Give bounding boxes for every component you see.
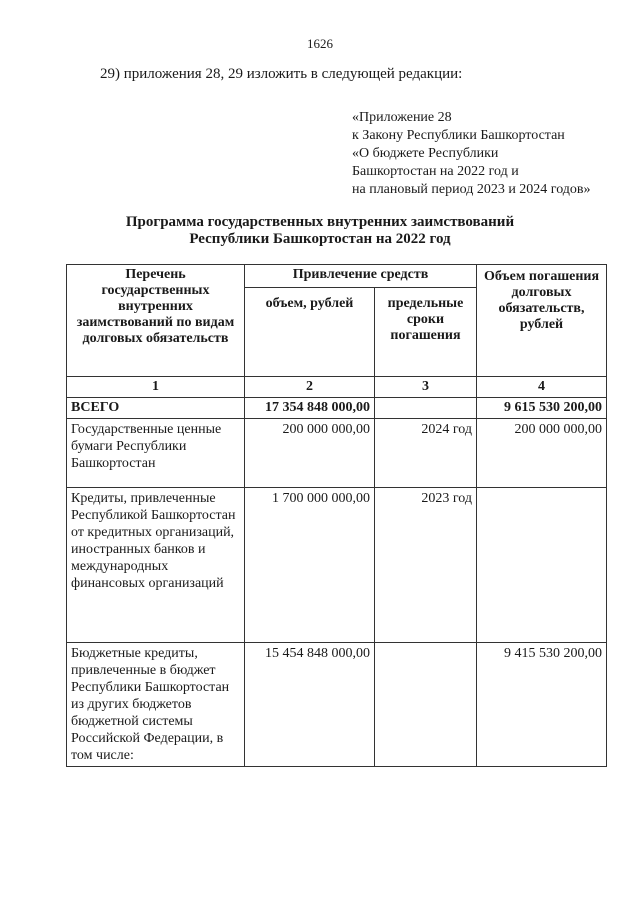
appendix-reference (352, 109, 591, 199)
header-volume: объем, рублей (245, 288, 375, 377)
total-volume: 17 354 848 000,00 (245, 398, 375, 419)
row-repayment: 200 000 000,00 (477, 419, 607, 488)
table-row (67, 419, 607, 488)
page-number: 1626 (307, 36, 333, 51)
title-line: Республики Башкортостан на 2022 год (189, 231, 451, 247)
header-obligation-types: Перечень государственных внутренних заимствований по видам долговых обязательств (67, 265, 245, 377)
appendix-line: Башкортостан на 2022 год и (352, 164, 519, 179)
row-term: 2023 год (375, 488, 477, 643)
header-funds-raising: Привлечение средств (245, 265, 477, 288)
header-repayment-terms: предельные сроки погашения (375, 288, 477, 377)
column-number-row (67, 377, 607, 398)
intro-text: 29) приложения 28, 29 изложить в следующей редакции: (100, 66, 463, 82)
appendix-line: «Приложение 28 (352, 110, 452, 125)
row-repayment: 9 415 530 200,00 (477, 643, 607, 767)
row-name: Бюджетные кредиты, привлеченные в бюджет Республики Башкортостан из других бюджетов бюджетной системы Российской Федерации, в том числе: (67, 643, 245, 767)
column-number: 2 (245, 377, 375, 398)
title-line: Программа государственных внутренних заимствований (125, 214, 515, 230)
total-row (67, 398, 607, 419)
table-row (67, 643, 607, 767)
row-name: Государственные ценные бумаги Республики Башкортостан (67, 419, 245, 488)
total-label: ВСЕГО (67, 398, 245, 419)
document-title (0, 214, 640, 248)
row-term (375, 643, 477, 767)
appendix-line: на плановый период 2023 и 2024 годов» (352, 182, 591, 197)
table-row (67, 488, 607, 643)
row-term: 2024 год (375, 419, 477, 488)
total-term (375, 398, 477, 419)
borrowing-program-table (66, 264, 607, 767)
header-repayment-volume: Объем погашения долговых обязательств, рублей (477, 265, 607, 377)
row-volume: 1 700 000 000,00 (245, 488, 375, 643)
column-number: 3 (375, 377, 477, 398)
total-repayment: 9 615 530 200,00 (477, 398, 607, 419)
column-number: 4 (477, 377, 607, 398)
row-repayment (477, 488, 607, 643)
appendix-line: к Закону Республики Башкортостан (352, 128, 565, 143)
column-number: 1 (67, 377, 245, 398)
appendix-line: «О бюджете Республики (352, 146, 499, 161)
row-name: Кредиты, привлеченные Республикой Башкортостан от кредитных организаций, иностранных банков и международных финансовых организаций (67, 488, 245, 643)
row-volume: 200 000 000,00 (245, 419, 375, 488)
row-volume: 15 454 848 000,00 (245, 643, 375, 767)
